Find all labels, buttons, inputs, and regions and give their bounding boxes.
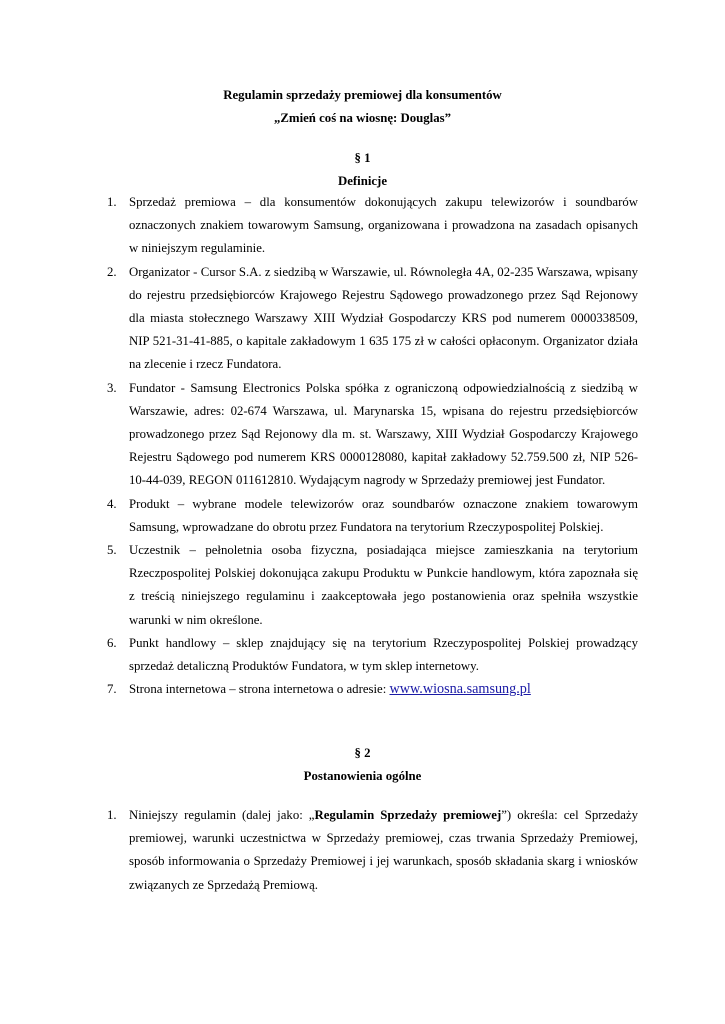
list-item [0,539,725,632]
list-item-number: 1. [107,195,117,209]
list-item-number: 6. [107,635,117,650]
document-subtitle: „Zmień coś na wiosnę: Douglas” [273,111,452,125]
list-item [0,804,725,897]
section-2-heading: Postanowienia ogólne [303,769,422,783]
regulation-intro-text: Niniejszy regulamin (dalej jako: „ [129,808,315,822]
list-item [0,377,725,493]
document-title: Regulamin sprzedaży premiowej dla konsumentów [223,88,502,102]
regulation-scope-text: ”) określa: cel Sprzedaży premiowej, warunki uczestnictwa w Sprzedaży premiowej, czas trwania Sprzedaży Premiowej, sposób informowania o Sprzedaży Premiowej i jej warunkach, sposób składania skarg i wniosków związanych ze Sprzedażą Premiową. [129,808,639,892]
list-item-text [129,804,638,897]
list-item [0,493,725,539]
regulation-name: Regulamin Sprzedaży premiowej [314,808,502,822]
list-item [0,678,725,701]
section-1-number: § 1 [354,151,371,165]
website-link[interactable]: www.wiosna.samsung.pl [389,681,531,698]
list-item [0,261,725,377]
general-provisions-list [0,804,725,897]
list-item-text [129,678,638,701]
list-item-text: Fundator - Samsung Electronics Polska spółka z ograniczoną odpowiedzialnością z siedzibą w Warszawie, adres: 02-674 Warszawa, ul. Marynarska 15, wpisana do rejestru przedsiębiorców prowadzonego przez Sąd Rejonowy dla m. st. Warszawy, XIII Wydział Gospodarczy Krajowego Rejestru Sądowego pod numerem KRS 0000128080, kapitał zakładowy 52.759.500 zł, NIP 526-10-44-039, REGON 011612810. Wydającym nagrody w Sprzedaży premiowej jest Fundator. [129,380,638,488]
list-item-number: 4. [107,496,117,511]
list-item-number: 5. [107,543,117,558]
list-item-text: Sprzedaż premiowa – dla konsumentów dokonujących zakupu telewizorów i soundbarów oznaczonych znakiem towarowym Samsung, organizowana i prowadzona na zasadach opisanych w niniejszym regulaminie. [129,195,638,256]
website-definition-text: Strona internetowa – strona internetowa o adresie: [129,682,390,697]
section-2-number: § 2 [354,746,371,760]
definitions-list [0,191,725,701]
list-item [0,191,725,261]
list-item-number: 3. [107,380,117,395]
section-1-heading: Definicje [337,174,388,188]
list-item-text: Uczestnik – pełnoletnia osoba fizyczna, posiadająca miejsce zamieszkania na terytorium Rzeczpospolitej Polskiej dokonująca zakupu Produktu w Punkcie handlowym, która zapoznała się z treścią niniejszego regulaminu i zaakceptowała jego postanowienia oraz spełniła wszystkie warunki w nim określone. [129,543,638,627]
list-item-text: Punkt handlowy – sklep znajdujący się na terytorium Rzeczypospolitej Polskiej prowadzący sprzedaż detaliczną Produktów Fundatora, w tym sklep internetowy. [129,635,638,674]
list-item-number: 1. [107,808,117,822]
list-item-text: Organizator - Cursor S.A. z siedzibą w Warszawie, ul. Równoległa 4A, 02-235 Warszawa, wpisany do rejestru przedsiębiorców Krajowego Rejestru Sądowego prowadzonego przez Sąd Rejonowy dla miasta stołecznego Warszawy XIII Wydział Gospodarczy KRS pod numerem 0000338509, NIP 521-31-41-885, o kapitale zakładowym 1 635 175 zł w całości opłaconym. Organizator działa na zlecenie i rzecz Fundatora. [129,264,638,372]
list-item-text: Produkt – wybrane modele telewizorów oraz soundbarów oznaczone znakiem towarowym Samsung, wprowadzane do obrotu przez Fundatora na terytorium Rzeczypospolitej Polskiej. [129,496,638,534]
list-item [0,632,725,678]
list-item-number: 7. [107,682,117,697]
list-item-number: 2. [107,264,117,279]
